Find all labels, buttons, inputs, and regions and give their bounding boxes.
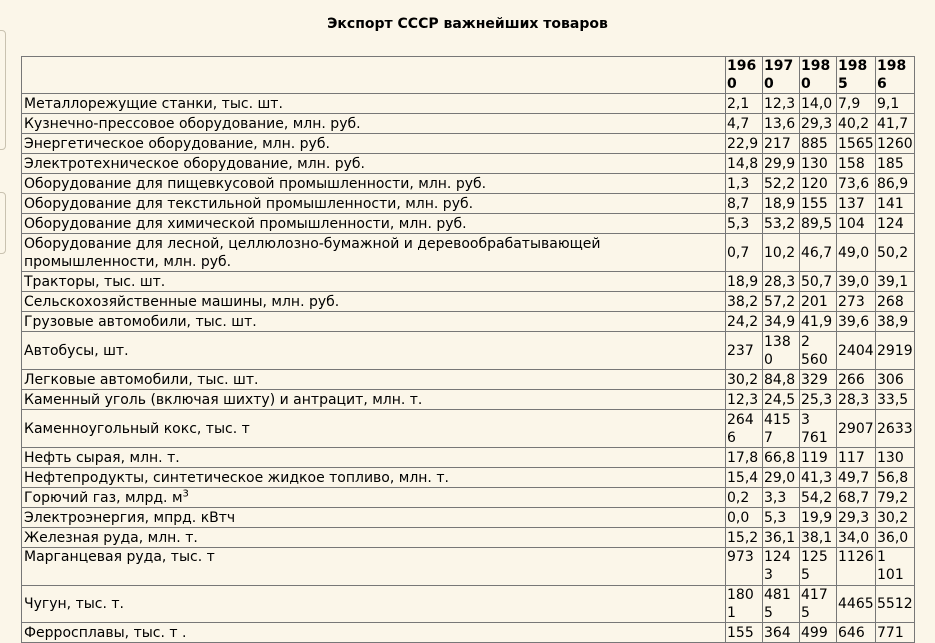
value-cell: 155 — [726, 623, 763, 643]
row-label — [22, 214, 726, 234]
table-row — [22, 154, 915, 174]
value-cell: 266 — [837, 370, 876, 390]
value-cell: 2404 — [837, 332, 876, 370]
row-label — [22, 154, 726, 174]
table-row — [22, 312, 915, 332]
row-label — [22, 312, 726, 332]
value-cell: 217 — [763, 134, 800, 154]
value-cell: 2,1 — [726, 94, 763, 114]
value-cell: 56,8 — [876, 468, 915, 488]
row-label-text: Чугун, тыс. т. — [24, 596, 124, 612]
value-cell: 5,3 — [726, 214, 763, 234]
value-cell: 50,7 — [800, 272, 837, 292]
value-cell: 57,2 — [763, 292, 800, 312]
value-cell: 329 — [800, 370, 837, 390]
value-cell: 86,9 — [876, 174, 915, 194]
value-cell: 155 — [800, 194, 837, 214]
value-cell: 79,2 — [876, 488, 915, 508]
value-cell: 273 — [837, 292, 876, 312]
value-cell: 1255 — [800, 548, 837, 586]
value-cell: 25,3 — [800, 390, 837, 410]
table-row — [22, 214, 915, 234]
table-row — [22, 174, 915, 194]
value-cell: 14,0 — [800, 94, 837, 114]
table-row — [22, 548, 915, 586]
side-panel-tab[interactable] — [0, 192, 6, 254]
value-cell: 49,7 — [837, 468, 876, 488]
row-label-text: Тракторы, тыс. шт. — [24, 273, 166, 290]
value-cell: 2646 — [726, 410, 763, 448]
value-cell: 237 — [726, 332, 763, 370]
row-label-text: Каменноугольный кокс, тыс. т — [24, 420, 250, 437]
row-label — [22, 623, 726, 643]
value-cell: 0,0 — [726, 508, 763, 528]
value-cell: 22,9 — [726, 134, 763, 154]
row-label — [22, 508, 726, 528]
value-cell: 5,3 — [763, 508, 800, 528]
page-title: Экспорт СССР важнейших товаров — [327, 16, 608, 32]
value-cell: 17,8 — [726, 448, 763, 468]
value-cell: 2907 — [837, 410, 876, 448]
table-row — [22, 94, 915, 114]
value-cell: 4465 — [837, 586, 876, 623]
value-cell: 73,6 — [837, 174, 876, 194]
value-cell: 646 — [837, 623, 876, 643]
value-cell: 28,3 — [763, 272, 800, 292]
value-cell: 130 — [876, 448, 915, 468]
value-cell: 1 101 — [876, 548, 915, 586]
row-label — [22, 548, 726, 586]
value-cell: 38,9 — [876, 312, 915, 332]
table-row — [22, 370, 915, 390]
value-cell: 1380 — [763, 332, 800, 370]
value-cell: 12,3 — [763, 94, 800, 114]
value-cell: 104 — [837, 214, 876, 234]
export-table — [21, 56, 915, 643]
value-cell: 41,7 — [876, 114, 915, 134]
row-label — [22, 370, 726, 390]
value-cell: 38,1 — [800, 528, 837, 548]
value-cell: 2 560 — [800, 332, 837, 370]
value-cell: 364 — [763, 623, 800, 643]
value-cell: 124 — [876, 214, 915, 234]
table-row — [22, 448, 915, 468]
value-cell: 52,2 — [763, 174, 800, 194]
value-cell: 2919 — [876, 332, 915, 370]
value-cell: 36,0 — [876, 528, 915, 548]
value-cell: 38,2 — [726, 292, 763, 312]
value-cell: 1801 — [726, 586, 763, 623]
value-cell: 7,9 — [837, 94, 876, 114]
value-cell: 39,0 — [837, 272, 876, 292]
value-cell: 14,8 — [726, 154, 763, 174]
value-cell: 5512 — [876, 586, 915, 623]
value-cell: 68,7 — [837, 488, 876, 508]
table-row — [22, 272, 915, 292]
value-cell: 49,0 — [837, 234, 876, 272]
side-panel-tab[interactable] — [0, 30, 6, 150]
row-label — [22, 468, 726, 488]
value-cell: 29,0 — [763, 468, 800, 488]
value-cell: 141 — [876, 194, 915, 214]
value-cell: 973 — [726, 548, 763, 586]
value-cell: 120 — [800, 174, 837, 194]
value-cell: 306 — [876, 370, 915, 390]
value-cell: 89,5 — [800, 214, 837, 234]
row-label-text: Энергетическое оборудование, млн. руб. — [24, 135, 330, 152]
value-cell: 29,9 — [763, 154, 800, 174]
value-cell: 117 — [837, 448, 876, 468]
value-cell: 0,2 — [726, 488, 763, 508]
table-row — [22, 194, 915, 214]
value-cell: 185 — [876, 154, 915, 174]
table-row — [22, 528, 915, 548]
value-cell: 30,2 — [726, 370, 763, 390]
value-cell: 10,2 — [763, 234, 800, 272]
value-cell: 0,7 — [726, 234, 763, 272]
value-cell: 66,8 — [763, 448, 800, 468]
row-label — [22, 134, 726, 154]
row-label — [22, 528, 726, 548]
row-label — [22, 410, 726, 448]
value-cell: 1126 — [837, 548, 876, 586]
table-row — [22, 114, 915, 134]
value-cell: 4157 — [763, 410, 800, 448]
value-cell: 13,6 — [763, 114, 800, 134]
row-label-text: Грузовые автомобили, тыс. шт. — [24, 313, 257, 330]
row-label-text: Металлорежущие станки, тыс. шт. — [24, 95, 283, 112]
row-label — [22, 174, 726, 194]
value-cell: 24,5 — [763, 390, 800, 410]
year-header: 1970 — [763, 57, 800, 94]
value-cell: 18,9 — [726, 272, 763, 292]
row-label-text: Горючий газ, млрд. м — [24, 489, 183, 506]
row-label — [22, 448, 726, 468]
row-label-text: Оборудование для лесной, целлюлозно-бумажной и деревообрабатывающей промышленности, млн. руб. — [24, 235, 601, 270]
table-row — [22, 292, 915, 312]
row-label — [22, 390, 726, 410]
header-corner — [22, 57, 726, 94]
row-label — [22, 586, 726, 623]
row-label — [22, 332, 726, 370]
year-header: 1980 — [800, 57, 837, 94]
value-cell: 1565 — [838, 135, 874, 152]
value-cell: 158 — [837, 154, 876, 174]
value-cell: 30,2 — [876, 508, 915, 528]
value-cell: 1260 — [877, 135, 913, 152]
value-cell: 3,3 — [763, 488, 800, 508]
value-cell: 34,0 — [837, 528, 876, 548]
row-label — [22, 292, 726, 312]
value-cell: 84,8 — [763, 370, 800, 390]
value-cell: 34,9 — [763, 312, 800, 332]
value-cell: 41,3 — [800, 468, 837, 488]
value-cell: 771 — [876, 623, 915, 643]
row-label-text: Электротехническое оборудование, млн. руб. — [24, 155, 365, 172]
year-header: 1985 — [837, 57, 876, 94]
value-cell: 39,1 — [876, 272, 915, 292]
row-label-text: Каменный уголь (включая шихту) и антрацит, млн. т. — [24, 391, 423, 408]
value-cell: 130 — [800, 154, 837, 174]
value-cell: 18,9 — [763, 194, 800, 214]
value-cell: 29,3 — [837, 508, 876, 528]
row-label-text: Оборудование для текстильной промышленности, млн. руб. — [24, 195, 474, 212]
row-label-text: Легковые автомобили, тыс. шт. — [24, 371, 259, 388]
row-label — [22, 94, 726, 114]
unit-superscript: 3 — [182, 487, 189, 499]
row-label — [22, 114, 726, 134]
value-cell: 53,2 — [763, 214, 800, 234]
table-header-row — [22, 57, 915, 94]
value-cell: 4175 — [800, 586, 837, 623]
value-cell: 15,4 — [726, 468, 763, 488]
table-row — [22, 586, 915, 623]
value-cell: 1243 — [763, 548, 800, 586]
value-cell: 9,1 — [876, 94, 915, 114]
table-row — [22, 623, 915, 643]
value-cell: 39,6 — [837, 312, 876, 332]
value-cell: 12,3 — [726, 390, 763, 410]
value-cell: 4815 — [763, 586, 800, 623]
value-cell: 499 — [800, 623, 837, 643]
value-cell: 4,7 — [726, 114, 763, 134]
row-label-text: Ферросплавы, тыс. т . — [24, 624, 187, 641]
value-cell: 201 — [800, 292, 837, 312]
table-row — [22, 134, 915, 154]
row-label — [22, 234, 726, 272]
year-header: 1986 — [876, 57, 915, 94]
value-cell: 41,9 — [800, 312, 837, 332]
table-row — [22, 488, 915, 508]
row-label-text: Автобусы, шт. — [24, 342, 129, 359]
row-label — [22, 488, 726, 508]
value-cell: 1,3 — [726, 174, 763, 194]
table-row — [22, 410, 915, 448]
value-cell: 54,2 — [800, 488, 837, 508]
value-cell: 885 — [800, 134, 837, 154]
value-cell: 268 — [876, 292, 915, 312]
value-cell: 24,2 — [726, 312, 763, 332]
year-header: 1960 — [726, 57, 763, 94]
value-cell: 19,9 — [800, 508, 837, 528]
row-label-text: Кузнечно-прессовое оборудование, млн. руб. — [24, 115, 361, 132]
table-row — [22, 508, 915, 528]
table-row — [22, 390, 915, 410]
value-cell: 8,7 — [726, 194, 763, 214]
value-cell: 15,2 — [726, 528, 763, 548]
value-cell: 2633 — [876, 410, 915, 448]
value-cell: 33,5 — [876, 390, 915, 410]
value-cell: 40,2 — [837, 114, 876, 134]
row-label — [22, 194, 726, 214]
value-cell: 137 — [837, 194, 876, 214]
value-cell: 46,7 — [800, 234, 837, 272]
value-cell: 28,3 — [837, 390, 876, 410]
value-cell: 36,1 — [763, 528, 800, 548]
row-label — [22, 272, 726, 292]
value-cell: 3 761 — [800, 410, 837, 448]
table-row — [22, 332, 915, 370]
row-label-text: Нефть сырая, млн. т. — [24, 449, 180, 466]
value-cell: 50,2 — [876, 234, 915, 272]
value-cell: 119 — [800, 448, 837, 468]
row-label-text: Нефтепродукты, синтетическое жидкое топливо, млн. т. — [24, 469, 449, 486]
row-label-text: Сельскохозяйственные машины, млн. руб. — [24, 293, 340, 310]
table-row — [22, 468, 915, 488]
row-label-text: Марганцевая руда, тыс. т — [24, 549, 215, 565]
table-row — [22, 234, 915, 272]
row-label-text: Оборудование для химической промышленности, млн. руб. — [24, 215, 467, 232]
row-label-text: Железная руда, млн. т. — [24, 529, 198, 546]
value-cell: 29,3 — [800, 114, 837, 134]
row-label-text: Оборудование для пищевкусовой промышленности, млн. руб. — [24, 175, 487, 192]
row-label-text: Электроэнергия, мпрд. кВтч — [24, 509, 236, 526]
